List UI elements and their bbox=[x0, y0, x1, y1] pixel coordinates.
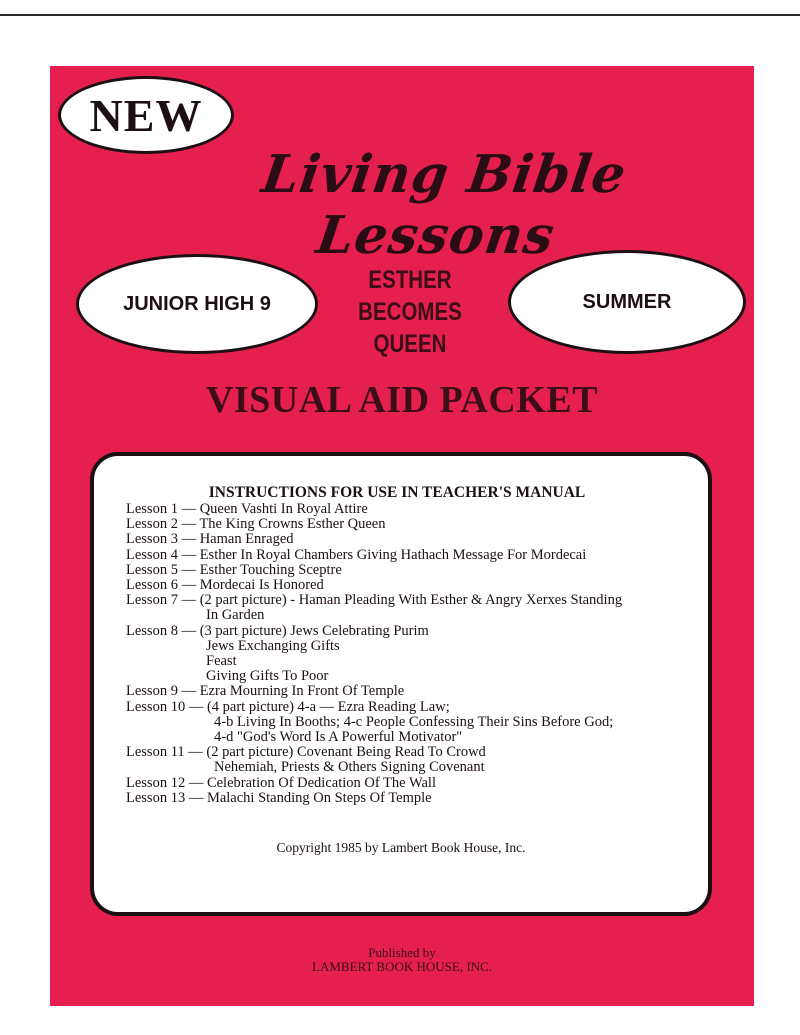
grade-oval bbox=[76, 254, 318, 354]
new-badge-label: NEW bbox=[89, 89, 203, 141]
title-line: BECOMES bbox=[358, 298, 462, 326]
lesson-line: Lesson 2 — The King Crowns Esther Queen bbox=[126, 516, 386, 533]
title-line: ESTHER bbox=[368, 266, 452, 294]
lesson-series-title bbox=[341, 264, 479, 360]
new-badge bbox=[58, 76, 234, 154]
title-line: QUEEN bbox=[373, 330, 447, 358]
lesson-line: Lesson 3 — Haman Enraged bbox=[126, 531, 294, 548]
lesson-line: Lesson 11 — (2 part picture) Covenant Being Read To Crowd bbox=[126, 744, 486, 761]
lesson-line: Lesson 6 — Mordecai Is Honored bbox=[126, 577, 324, 594]
lesson-line-continued: Giving Gifts To Poor bbox=[206, 668, 329, 685]
lesson-line-continued: Feast bbox=[206, 653, 237, 670]
lesson-line: Lesson 4 — Esther In Royal Chambers Giving Hathach Message For Mordecai bbox=[126, 546, 587, 563]
packet-title: VISUAL AID PACKET bbox=[205, 379, 599, 421]
copyright-notice: Copyright 1985 by Lambert Book House, Inc. bbox=[276, 840, 526, 855]
lesson-line-continued: Nehemiah, Priests & Others Signing Covenant bbox=[214, 759, 485, 776]
lesson-line-continued: 4-d "God's Word Is A Powerful Motivator" bbox=[214, 729, 463, 746]
grade-label: JUNIOR HIGH 9 bbox=[123, 292, 271, 315]
lesson-line: Lesson 12 — Celebration Of Dedication Of The Wall bbox=[126, 774, 436, 791]
lesson-line-continued: In Garden bbox=[206, 607, 265, 624]
brand-title: Living Bible Lessons bbox=[258, 144, 631, 266]
publisher-name: LAMBERT BOOK HOUSE, INC. bbox=[312, 959, 492, 974]
scan-edge-line bbox=[0, 14, 800, 16]
lesson-list bbox=[126, 502, 686, 806]
lesson-line: Lesson 1 — Queen Vashti In Royal Attire bbox=[126, 501, 368, 517]
instructions-heading: INSTRUCTIONS FOR USE IN TEACHER'S MANUAL bbox=[208, 484, 586, 501]
lesson-line: Lesson 7 — (2 part picture) - Haman Pleading With Esther & Angry Xerxes Standing bbox=[126, 592, 623, 609]
published-by-label: Published by bbox=[368, 945, 436, 960]
lesson-line: Lesson 5 — Esther Touching Sceptre bbox=[126, 561, 342, 578]
lesson-line-continued: Jews Exchanging Gifts bbox=[206, 637, 340, 654]
lesson-line: Lesson 9 — Ezra Mourning In Front Of Temple bbox=[126, 683, 405, 700]
publisher-block bbox=[50, 946, 754, 974]
lesson-line: Lesson 10 — (4 part picture) 4-a — Ezra Reading Law; bbox=[126, 698, 450, 715]
season-oval bbox=[508, 250, 746, 354]
lesson-line: Lesson 8 — (3 part picture) Jews Celebrating Purim bbox=[126, 622, 429, 639]
season-label: SUMMER bbox=[582, 290, 672, 313]
lesson-line-continued: 4-b Living In Booths; 4-c People Confessing Their Sins Before God; bbox=[214, 713, 614, 730]
instructions-panel bbox=[90, 452, 712, 916]
cover bbox=[50, 66, 754, 1006]
lesson-line: Lesson 13 — Malachi Standing On Steps Of Temple bbox=[126, 789, 432, 806]
